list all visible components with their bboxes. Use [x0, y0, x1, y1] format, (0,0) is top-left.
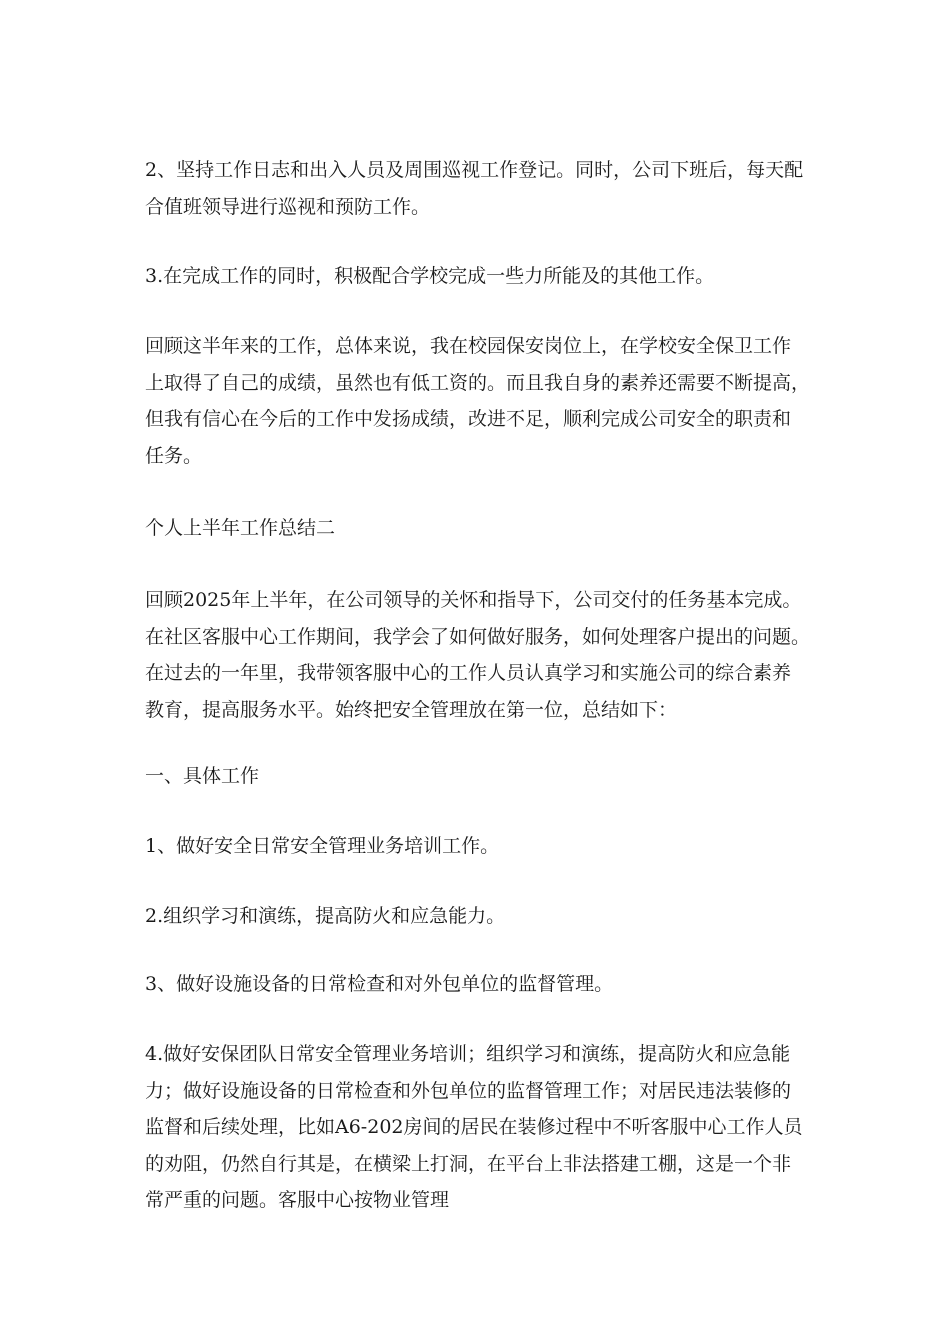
text-line: 监督和后续处理，比如A6-202房间的居民在装修过程中不听客服中心工作人员 — [145, 1116, 803, 1138]
section-heading-summary-two — [145, 510, 810, 547]
heading-line: 个人上半年工作总结二 — [145, 517, 336, 539]
text-line: 的劝阻，仍然自行其是，在横梁上打洞，在平台上非法搭建工棚，这是一个非 — [145, 1152, 792, 1175]
text-line: 上取得了自己的成绩，虽然也有低工资的。而且我自身的素养还需要不断提高， — [145, 371, 811, 394]
list-item-1 — [145, 828, 810, 865]
text-line: 4.做好安保团队日常安全管理业务培训；组织学习和演练，提高防火和应急能 — [145, 1043, 791, 1065]
text-line: 合值班领导进行巡视和预防工作。 — [145, 195, 431, 218]
paragraph-cooperate-school — [145, 258, 810, 295]
paragraph-duty-log — [145, 152, 810, 225]
list-item-4 — [145, 1036, 810, 1219]
text-line: 但我有信心在今后的工作中发扬成绩，改进不足，顺利完成公司安全的职责和 — [145, 408, 792, 430]
paragraph-review-2025 — [145, 582, 810, 728]
text-line: 在过去的一年里，我带领客服中心的工作人员认真学习和实施公司的综合素养 — [145, 662, 792, 684]
text-line: 回顾2025年上半年，在公司领导的关怀和指导下，公司交付的任务基本完成。 — [145, 589, 802, 611]
heading-line: 一、具体工作 — [145, 765, 260, 787]
text-line: 在社区客服中心工作期间，我学会了如何做好服务，如何处理客户提出的问题。 — [145, 625, 811, 648]
text-line: 常严重的问题。客服中心按物业管理 — [145, 1189, 450, 1211]
text-line: 任务。 — [145, 444, 203, 467]
text-line: 3、做好设施设备的日常检查和对外包单位的监督管理。 — [145, 973, 614, 995]
text-line: 回顾这半年来的工作，总体来说，我在校园保安岗位上，在学校安全保卫工作 — [145, 335, 792, 357]
text-line: 力；做好设施设备的日常检查和外包单位的监督管理工作；对居民违法装修的 — [145, 1079, 792, 1102]
text-line: 1、做好安全日常安全管理业务培训工作。 — [145, 835, 500, 857]
text-line: 3.在完成工作的同时，积极配合学校完成一些力所能及的其他工作。 — [145, 265, 715, 287]
paragraph-review-half-year — [145, 328, 810, 474]
list-item-3 — [145, 966, 810, 1003]
list-item-2 — [145, 898, 810, 935]
section-heading-specific-work — [145, 758, 810, 795]
text-line: 2、坚持工作日志和出入人员及周围巡视工作登记。同时，公司下班后，每天配 — [145, 159, 804, 181]
text-line: 教育，提高服务水平。始终把安全管理放在第一位，总结如下： — [145, 698, 678, 721]
text-line: 2.组织学习和演练，提高防火和应急能力。 — [145, 905, 506, 927]
